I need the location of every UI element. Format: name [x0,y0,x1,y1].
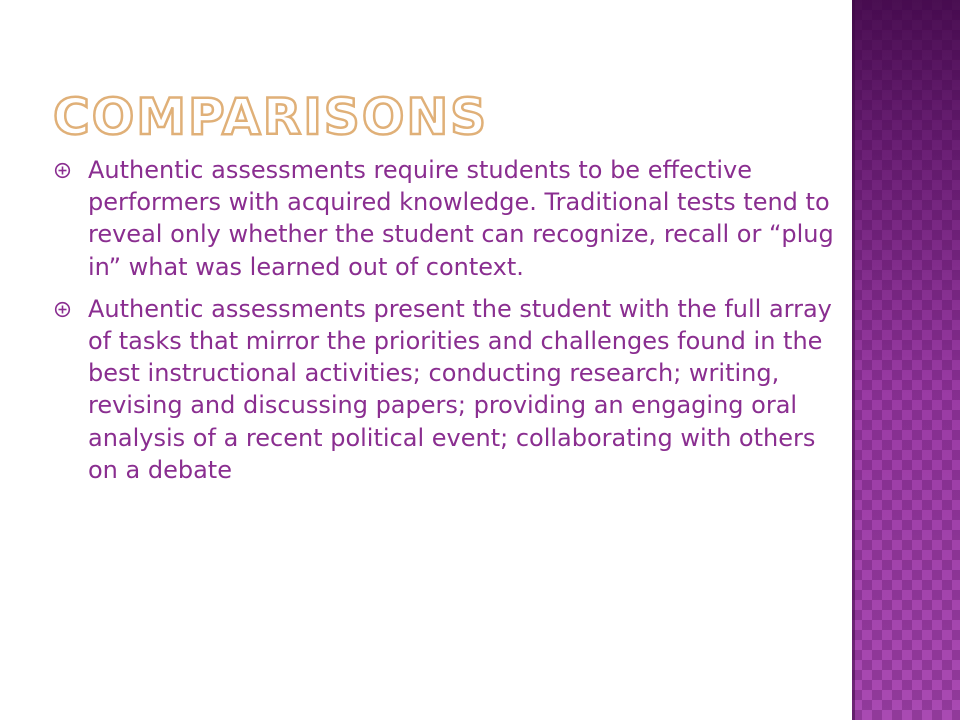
circled-plus-icon [54,162,71,179]
circled-plus-icon [54,301,71,318]
bullet-item [54,154,844,283]
bullet-text: Authentic assessments present the student with the full array of tasks that mirror the priorities and challenges found in the best instructional activities; conducting research; writing, revising and discussing papers; providing an engaging oral analysis of a recent political event; collaborating with others on a debate [88,294,832,484]
bullet-item [54,293,844,486]
bullet-list [54,154,844,496]
bullet-text: Authentic assessments require students to be effective performers with acquired knowledge. Traditional tests tend to reveal only whether the student can recognize, recall or “plug in” what was learned out of context. [88,156,834,281]
side-panel-edge [852,0,855,720]
decorative-side-panel [852,0,960,720]
slide-title: COMPARISONS [53,88,489,146]
